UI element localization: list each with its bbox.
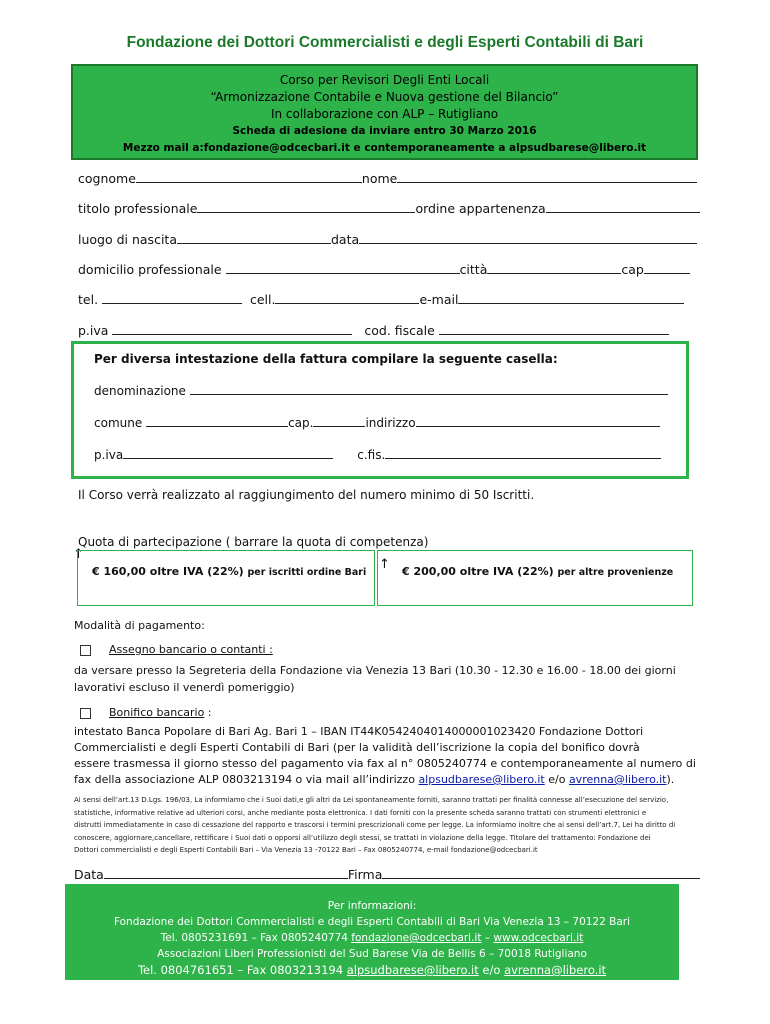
label-tel: tel. (78, 292, 99, 307)
payment-method-1-label: Assegno bancario o contanti : (109, 643, 273, 656)
bonifico-line-4 (74, 772, 700, 788)
avrenna-email-link[interactable]: avrenna@libero.it (568, 773, 667, 786)
privacy-line-2: statistiche, informative relative ad ulteriori corsi, anche mediante posta elettronica. I dati forniti con la presente scheda saranno trattati con strumenti elettronici e (74, 808, 647, 817)
label-firma: Firma (347, 867, 383, 882)
quota-option-2-price: € 200,00 oltre IVA (22%) (402, 565, 554, 578)
signature-field[interactable] (382, 866, 700, 879)
deadline-text: Scheda di adesione da inviare entro 30 Marzo 2016 (232, 125, 537, 137)
row-birth (78, 231, 697, 247)
footer-alp-address: Associazioni Liberi Professionisti del Sud Barese Via de Bellis 6 – 70018 Rutigliano (157, 948, 587, 960)
signature-row (74, 866, 700, 882)
privacy-notice (74, 794, 700, 857)
inv-cap-field[interactable] (313, 414, 365, 427)
quota-option-2[interactable] (377, 550, 693, 606)
bonifico-line-1: intestato Banca Popolare di Bari Ag. Bari 1 – IBAN IT44K0542404014000001023420 Fondazione Dottori (74, 725, 644, 738)
tel-field[interactable] (102, 291, 242, 304)
course-title: Corso per Revisori Degli Enti Locali (279, 73, 490, 87)
invoice-row-denominazione (94, 382, 668, 398)
privacy-line-4: conoscere, aggiornare,cancellare, rettificare i Suoi dati o opporsi all’utilizzo degli stessi, se trattati in violazione della legge. Titolare del trattamento: Fondazione dei (74, 833, 651, 842)
citta-field[interactable] (487, 261, 621, 274)
label-nome: nome (361, 171, 398, 186)
footer-fondazione-address: Fondazione dei Dottori Commercialisti e degli Esperti Contabili di Bari Via Venezia 13 – 70122 Bari (113, 916, 631, 928)
signature-date-field[interactable] (104, 866, 348, 879)
quota-option-1-price: € 160,00 oltre IVA (22%) (92, 565, 244, 578)
quota-option-1[interactable] (77, 550, 375, 606)
codfiscale-field[interactable] (439, 322, 669, 335)
label-piva: p.iva (78, 323, 109, 338)
quota-option-2-label (402, 565, 673, 578)
footer-fondazione-phone: Tel. 0805231691 – Fax 0805240774 (160, 932, 348, 944)
label-citta: città (459, 262, 488, 277)
footer-alp-contacts (65, 962, 679, 978)
fondazione-email-link[interactable]: fondazione@odcecbari.it (351, 932, 482, 944)
footer-alp-sep: e/o (482, 963, 501, 977)
label-data: data (330, 232, 360, 247)
footer-info-heading: Per informazioni: (327, 900, 417, 912)
label-denominazione: denominazione (94, 384, 186, 398)
privacy-line-5: Dottori commercialisti e degli Esperti Contabili Bari – Via Venezia 13 -70122 Bari – Fax 0805240774, e-mail fondazione@odcecbari.it (74, 846, 538, 854)
checkbox-assegno[interactable] (80, 645, 91, 656)
label-data-firma: Data (74, 867, 104, 882)
invoice-row-address (94, 414, 660, 430)
indirizzo-field[interactable] (416, 414, 660, 427)
label-luogo: luogo di nascita (78, 232, 177, 247)
piva-field[interactable] (112, 322, 352, 335)
footer-info-box (65, 884, 679, 980)
send-instructions: Mezzo mail a:fondazione@odcecbari.it e contemporaneamente a alpsudbarese@libero.it (122, 142, 647, 154)
row-contacts (78, 291, 684, 307)
label-ordine: ordine appartenenza (415, 201, 546, 216)
cell-field[interactable] (275, 291, 419, 304)
payment-method-2-label: Bonifico bancario (109, 706, 205, 719)
titolo-field[interactable] (197, 200, 415, 213)
invoice-heading: Per diversa intestazione della fattura compilare la seguente casella: (94, 352, 558, 366)
bonifico-line-4-text: fax della associazione ALP 0803213194 o via mail all’indirizzo (74, 773, 415, 786)
domicilio-field[interactable] (226, 261, 460, 274)
payment-method-1-text: da versare presso la Segreteria della Fondazione via Venezia 13 Bari (10.30 - 12.30 e 16.00 - 18.00 dei giorni lavorativi escluso il venerdì pomeriggio) (74, 664, 676, 694)
alp-email-link[interactable]: alpsudbarese@libero.it (418, 773, 545, 786)
row-tax (78, 322, 669, 338)
payment-method-1 (80, 643, 273, 656)
label-cell: cell. (249, 292, 276, 307)
quota-option-2-desc: per altre provenienze (557, 567, 674, 578)
bonifico-line-2: Commercialisti e degli Esperti Contabili di Bari (per la validità dell’iscrizione la copia del bonifico dovrà (74, 741, 640, 754)
label-indirizzo: indirizzo (365, 416, 416, 430)
luogo-field[interactable] (177, 231, 331, 244)
invoice-box (71, 341, 689, 479)
minimum-enrollment-note: Il Corso verrà realizzato al raggiungimento del numero minimo di 50 Iscritti. (78, 488, 535, 502)
page-title: Fondazione dei Dottori Commercialisti e degli Esperti Contabili di Bari (126, 34, 644, 51)
privacy-line-1: Ai sensi dell’art.13 D.Lgs. 196/03, La informiamo che i Suoi dati,e gli altri da Lei spontaneamente forniti, saranno trattati per finalità connesse all’esecuzione del servizio, (74, 796, 669, 804)
quota-heading: Quota di partecipazione ( barrare la quota di competenza) (78, 535, 429, 549)
label-cognome: cognome (78, 171, 136, 186)
footer-sep: – (481, 932, 494, 944)
quota-option-1-desc: per iscritti ordine Bari (247, 567, 367, 578)
bonifico-sep: e/o (548, 773, 566, 786)
cap-field[interactable] (644, 261, 690, 274)
fondazione-website-link[interactable]: www.odcecbari.it (493, 932, 584, 944)
data-nascita-field[interactable] (359, 231, 697, 244)
footer-avrenna-email-link[interactable]: avrenna@libero.it (504, 963, 607, 977)
label-email: e-mail (419, 292, 459, 307)
label-cfis: c.fis. (357, 448, 386, 462)
label-domicilio: domicilio professionale (78, 262, 222, 277)
label-cap: cap (621, 262, 644, 277)
course-header-box (71, 64, 698, 160)
arrow-up-icon: ↑ (73, 547, 84, 562)
denominazione-field[interactable] (190, 382, 668, 395)
arrow-up-icon: ↑ (379, 557, 390, 572)
course-subtitle: “Armonizzazione Contabile e Nuova gestione del Bilancio” (210, 90, 559, 104)
bonifico-end: ). (666, 773, 675, 786)
ordine-field[interactable] (546, 200, 700, 213)
row-address (78, 261, 690, 277)
footer-alp-phone: Tel. 0804761651 – Fax 0803213194 (137, 963, 344, 977)
label-titolo: titolo professionale (78, 201, 198, 216)
payment-method-2-text (74, 724, 700, 788)
inv-piva-field[interactable] (123, 446, 333, 459)
label-inv-piva: p.iva (94, 448, 124, 462)
bonifico-line-3: essere trasmessa il giorno stesso del pagamento via fax al n° 0805240774 e contemporaneamente al numero di (74, 757, 696, 770)
course-collaboration: In collaborazione con ALP – Rutigliano (270, 107, 499, 121)
cognome-field[interactable] (136, 170, 362, 183)
label-codfiscale: cod. fiscale (364, 323, 435, 338)
footer-alp-email-link[interactable]: alpsudbarese@libero.it (346, 963, 479, 977)
email-field[interactable] (458, 291, 684, 304)
label-comune: comune (94, 416, 143, 430)
privacy-line-3: distrutti immediatamente in caso di cessazione del rapporto e trascorsi i termini prescrizionali come per legge. La informiamo inoltre che ai sensi dell’art.7, Lei ha diritto di (74, 821, 676, 829)
comune-field[interactable] (146, 414, 288, 427)
label-inv-cap: cap. (288, 416, 314, 430)
row-title (78, 200, 700, 216)
nome-field[interactable] (397, 170, 697, 183)
row-name (78, 170, 697, 186)
cfis-field[interactable] (385, 446, 661, 459)
invoice-row-tax (94, 446, 661, 462)
checkbox-bonifico[interactable] (80, 708, 91, 719)
footer-fondazione-contacts (65, 930, 679, 946)
payment-method-2: Bonifico bancario : (80, 706, 212, 719)
quota-option-1-label (92, 565, 366, 578)
payment-heading: Modalità di pagamento: (74, 619, 205, 632)
